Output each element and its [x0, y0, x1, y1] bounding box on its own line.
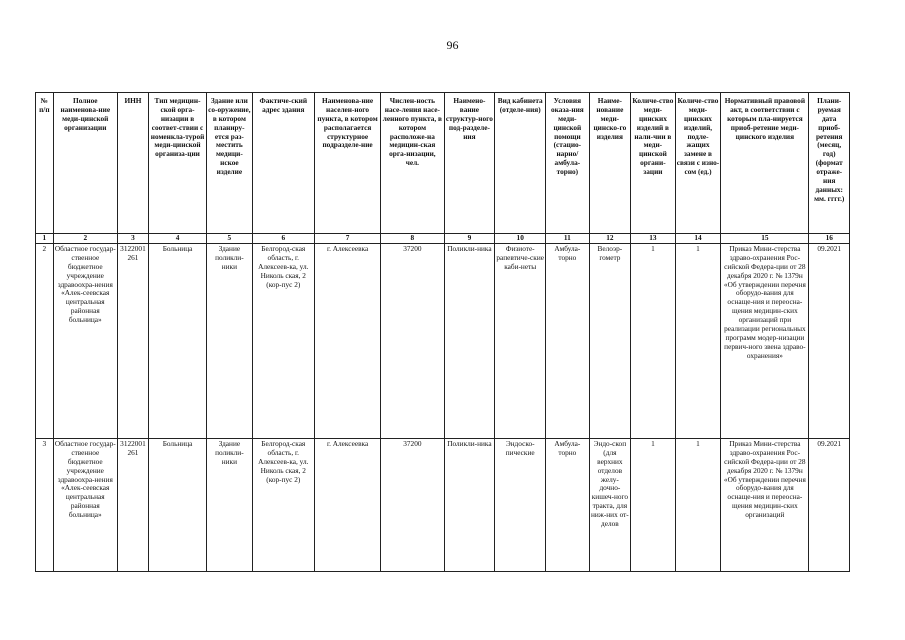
- header-cell: Фактиче-ский адрес здания: [252, 93, 314, 234]
- subdivision: Поликли-ника: [444, 244, 495, 439]
- row-number: 2: [36, 244, 54, 439]
- header-cell: Числен-ность насе-ления насе-ленного пункта, в котором расположе-на медицин-ская орга-низации, чел.: [381, 93, 444, 234]
- building: Здание поликли-ники: [207, 244, 253, 439]
- header-row: [36, 93, 850, 234]
- subdivision: Поликли-ника: [444, 439, 495, 572]
- column-number: 6: [252, 234, 314, 244]
- column-number: 2: [53, 234, 117, 244]
- locality: г. Алексеевка: [314, 244, 380, 439]
- organization-name: Областное государ-ственное бюджетное учреждение здравоохра-нения «Алек-сеевская центральная районная больница»: [53, 439, 117, 572]
- table-row: [36, 439, 850, 572]
- cabinet-type: Эндоско-пические: [495, 439, 546, 572]
- header-cell: Плани-руемая дата приоб-ретения (месяц, год) (формат отраже-ния данных: мм. гггг.): [809, 93, 850, 234]
- column-number: 10: [495, 234, 546, 244]
- inn: 3122001261: [117, 244, 148, 439]
- header-cell: Наимено-вание структур-ного под-разделе-ния: [444, 93, 495, 234]
- device-name: Велоэр-гометр: [589, 244, 630, 439]
- organization-type: Больница: [149, 439, 207, 572]
- column-number-row: [36, 234, 850, 244]
- devices-available: 1: [631, 244, 676, 439]
- column-number: 15: [721, 234, 809, 244]
- device-name: Эндо-скоп (для верхних отделов желу-дочно-кишеч-ного тракта, для ниж-них от-делов: [589, 439, 630, 572]
- column-number: 14: [675, 234, 721, 244]
- page-number: 96: [446, 38, 459, 52]
- devices-available: 1: [631, 439, 676, 572]
- organization-type: Больница: [149, 244, 207, 439]
- address: Белгород-ская область, г. Алексеев-ка, ул. Николь ская, 2 (кор-пус 2): [252, 439, 314, 572]
- header-cell: ИНН: [117, 93, 148, 234]
- header-cell: Наиме-нование меди-цинско-го изделия: [589, 93, 630, 234]
- medical-equipment-table: [35, 92, 850, 572]
- header-cell: Тип медицин-ской орга-низации в соответ-ствии с номенкла-турой меди-цинской организа-ции: [149, 93, 207, 234]
- care-conditions: Амбула-торно: [546, 439, 590, 572]
- care-conditions: Амбула-торно: [546, 244, 590, 439]
- column-number: 4: [149, 234, 207, 244]
- regulatory-act: Приказ Мини-стерства здраво-охранения Рос-сийской Федера-ции от 28 декабря 2020 г. № 1379н «Об утверждении перечня оборудо-вания для оснаще-ния и переосна-щения медицин-ских организаций: [721, 439, 809, 572]
- population: 37200: [381, 244, 444, 439]
- population: 37200: [381, 439, 444, 572]
- column-number: 9: [444, 234, 495, 244]
- inn: 3122001261: [117, 439, 148, 572]
- column-number: 11: [546, 234, 590, 244]
- devices-to-replace: 1: [675, 439, 721, 572]
- devices-to-replace: 1: [675, 244, 721, 439]
- header-cell: Количе-ство меди-цинских изделий, подле-жащих замене в связи с изно-сом (ед.): [675, 93, 721, 234]
- column-number: 16: [809, 234, 850, 244]
- planned-date: 09.2021: [809, 244, 850, 439]
- row-number: 3: [36, 439, 54, 572]
- header-cell: № п/п: [36, 93, 54, 234]
- column-number: 1: [36, 234, 54, 244]
- organization-name: Областное государ-ственное бюджетное учреждение здравоохра-нения «Алек-сеевская центральная районная больница»: [53, 244, 117, 439]
- header-cell: Нормативный правовой акт, в соответствии с которым пла-нируется приоб-ретение меди-цинского изделия: [721, 93, 809, 234]
- header-cell: Вид кабинета (отделе-ния): [495, 93, 546, 234]
- table-row: [36, 244, 850, 439]
- planned-date: 09.2021: [809, 439, 850, 572]
- locality: г. Алексеевка: [314, 439, 380, 572]
- column-number: 5: [207, 234, 253, 244]
- column-number: 7: [314, 234, 380, 244]
- cabinet-type: Физиоте-рапевтиче-ские каби-неты: [495, 244, 546, 439]
- regulatory-act: Приказ Мини-стерства здраво-охранения Рос-сийской Федера-ции от 28 декабря 2020 г. № 1379н «Об утверждении перечня оборудо-вания для оснаще-ния и переосна-щения медицин-ских организаций при реализации региональных программ модер-низации первич-ного звена здраво-охранения»: [721, 244, 809, 439]
- building: Здание поликли-ники: [207, 439, 253, 572]
- column-number: 12: [589, 234, 630, 244]
- header-cell: Полное наименова-ние меди-цинской организации: [53, 93, 117, 234]
- header-cell: Количе-ство меди-цинских изделий в нали-чии в меди-цинской органи-зации: [631, 93, 676, 234]
- column-number: 3: [117, 234, 148, 244]
- header-cell: Наименова-ние населен-ного пункта, в котором располагается структурное подразделе-ние: [314, 93, 380, 234]
- header-cell: Здание или со-оружение, в котором планиру-ется раз-местить медици-нское изделие: [207, 93, 253, 234]
- column-number: 13: [631, 234, 676, 244]
- address: Белгород-ская область, г. Алексеев-ка, ул. Николь ская, 2 (кор-пус 2): [252, 244, 314, 439]
- column-number: 8: [381, 234, 444, 244]
- header-cell: Условия оказа-ния меди-цинской помощи (стацио-нарно/ амбула-торно): [546, 93, 590, 234]
